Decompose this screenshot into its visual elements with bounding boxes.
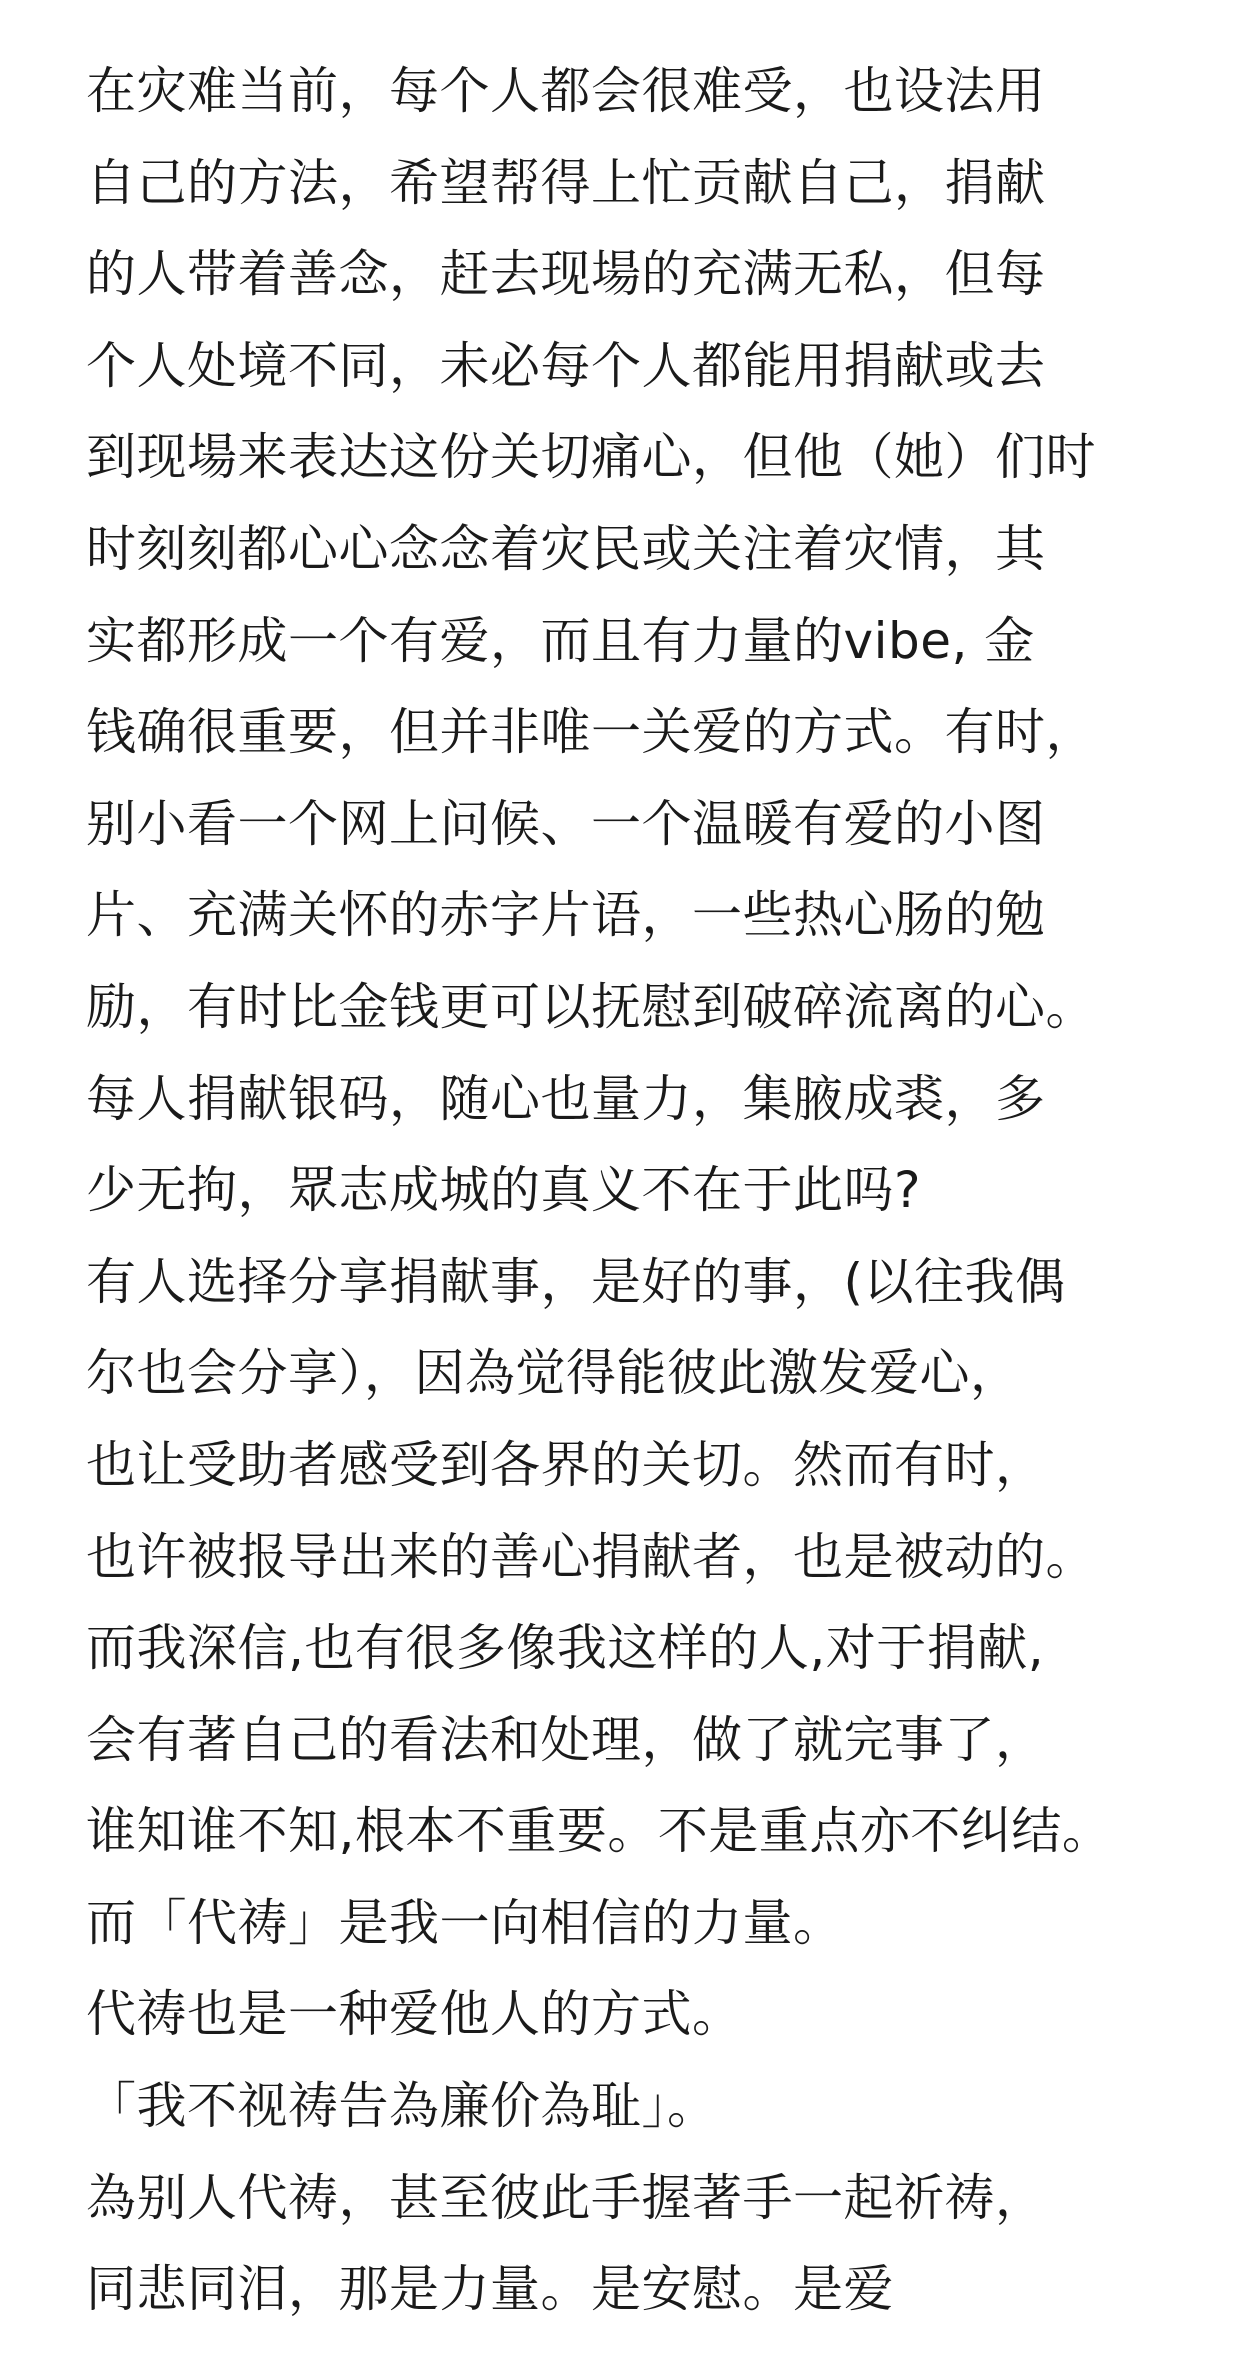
text-line: 片、充满关怀的赤字片语，一些热心肠的勉 <box>86 886 1046 945</box>
text-line: 自己的方法，希望帮得上忙贡献自己，捐献 <box>86 153 1046 212</box>
text-line: 為别人代祷，甚至彼此手握著手一起祈祷， <box>86 2168 1046 2227</box>
document-body <box>86 46 1260 2336</box>
text-line: 别小看一个网上问候、一个温暖有爱的小图 <box>86 794 1046 853</box>
text-line: 尔也会分享），因為觉得能彼此激发爱心， <box>86 1344 1021 1403</box>
text-line: 「我不视祷告為廉价為耻」。 <box>86 2077 718 2136</box>
text-line: 有人选择分享捐献事，是好的事，(以往我偶 <box>86 1252 1066 1311</box>
text-line: 个人处境不同，未必每个人都能用捐献或去 <box>86 336 1046 395</box>
text-line: 每人捐献银码，随心也量力，集腋成裘，多 <box>86 1069 1046 1128</box>
text-line: 也让受助者感受到各界的关切。然而有时， <box>86 1435 1046 1494</box>
text-line: 谁知谁不知,根本不重要。不是重点亦不纠结。 <box>86 1802 1113 1861</box>
text-line: 的人带着善念，赶去现場的充满无私，但每 <box>86 245 1046 304</box>
text-line: 时刻刻都心心念念着灾民或关注着灾情，其 <box>86 519 1046 578</box>
text-line: 而我深信,也有很多像我这样的人,对于捐献, <box>86 1619 1045 1678</box>
text-line: 在灾难当前，每个人都会很难受，也设法用 <box>86 62 1046 120</box>
text-line: 实都形成一个有爱，而且有力量的vibe, 金 <box>86 611 1035 670</box>
text-line: 代祷也是一种爱他人的方式。 <box>86 1985 743 2044</box>
text-line: 也许被报导出来的善心捐献者，也是被动的。 <box>86 1527 1096 1586</box>
text-line: 到现場来表达这份关切痛心，但他（她）们时 <box>86 428 1096 487</box>
text-line: 会有著自己的看法和处理，做了就完事了， <box>86 1710 1046 1769</box>
text-line: 同悲同泪，那是力量。是安慰。是爱 <box>86 2260 894 2319</box>
text-line: 而「代祷」是我一向相信的力量。 <box>86 1893 844 1952</box>
text-line: 励，有时比金钱更可以抚慰到破碎流离的心。 <box>86 977 1096 1036</box>
text-line: 少无拘，眾志成城的真义不在于此吗? <box>86 1161 922 1220</box>
text-line: 钱确很重要，但并非唯一关爱的方式。有时， <box>86 703 1096 762</box>
